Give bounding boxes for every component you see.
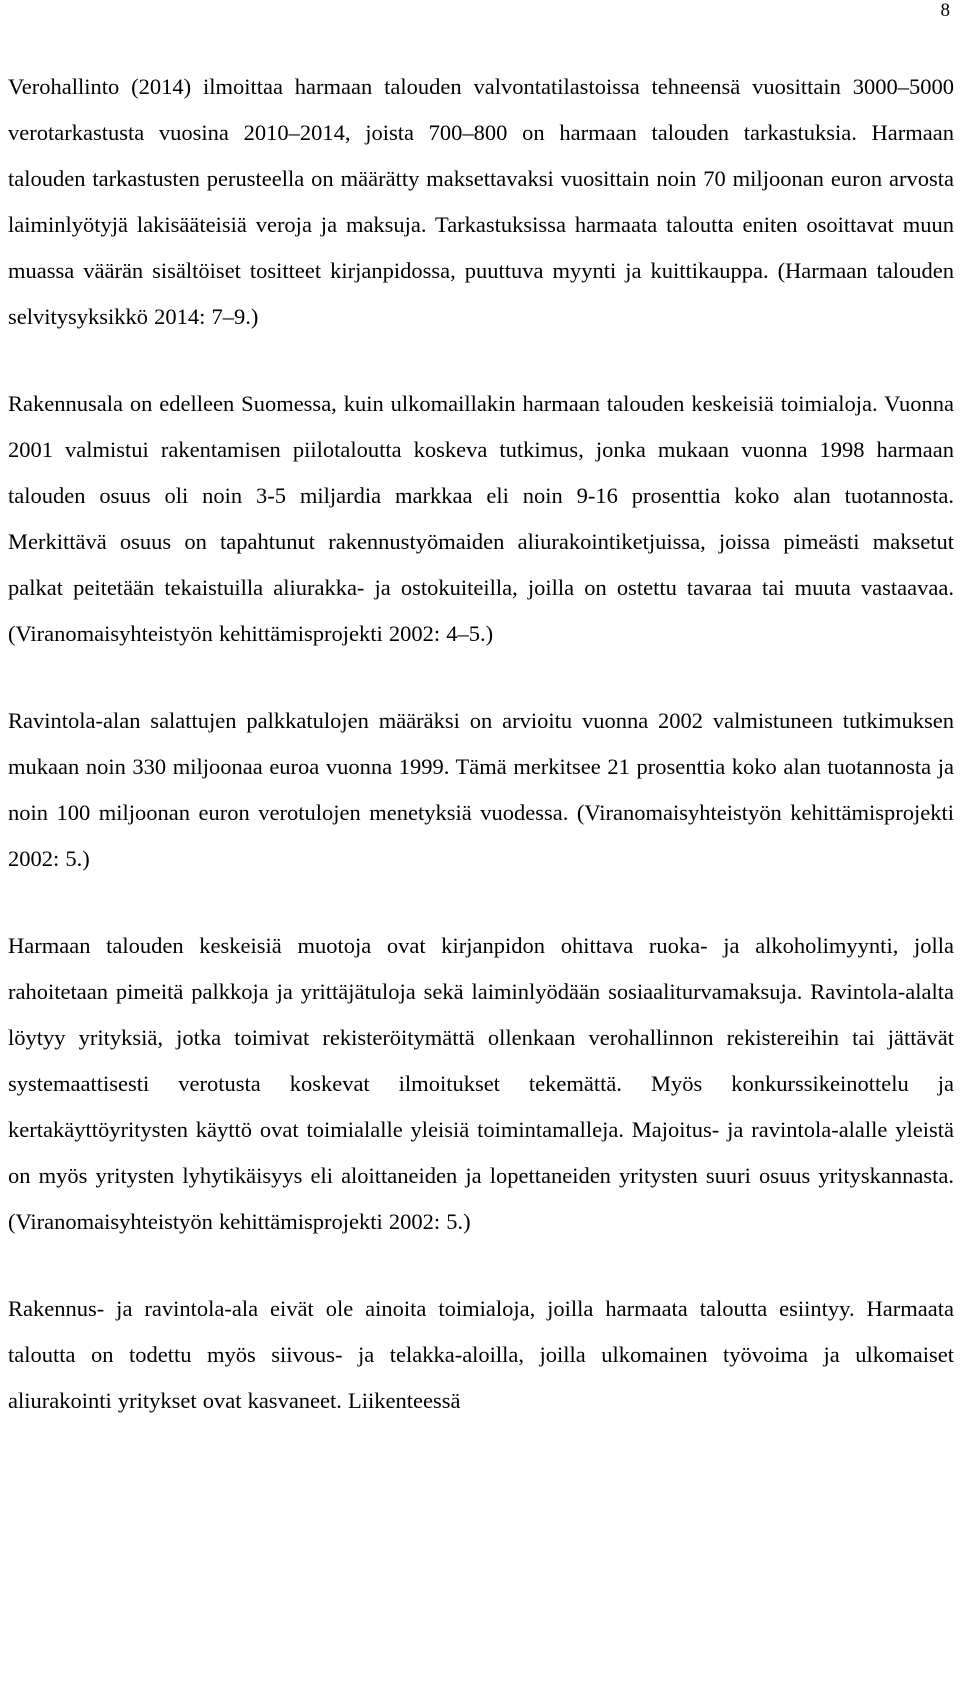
paragraph-1: Verohallinto (2014) ilmoittaa harmaan talouden valvontatilastoissa tehneensä vuosittain 3000–5000 verotarkastusta vuosina 2010–2014, joista 700–800 on harmaan talouden tarkastuksia. Harmaan talouden tarkastusten perusteella on määrätty maksettavaksi vuosittain noin 70 miljoonan euron arvosta laiminlyötyjä lakisääteisiä veroja ja maksuja. Tarkastuksissa harmaata taloutta eniten osoittavat muun muassa väärän sisältöiset tositteet kirjanpidossa, puuttuva myynti ja kuittikauppa. (Harmaan talouden selvitysyksikkö 2014: 7–9.) xyxy=(8,74,954,329)
paragraph-5: Rakennus- ja ravintola-ala eivät ole ainoita toimialoja, joilla harmaata taloutta esiintyy. Harmaata taloutta on todettu myös siivous- ja telakka-aloilla, joilla ulkomainen työvoima ja ulkomaiset aliurakointi yritykset ovat kasvaneet. Liikenteessä xyxy=(8,1296,954,1413)
paragraph-3: Ravintola-alan salattujen palkkatulojen määräksi on arvioitu vuonna 2002 valmistuneen tutkimuksen mukaan noin 330 miljoonaa euroa vuonna 1999. Tämä merkitsee 21 prosenttia koko alan tuotannosta ja noin 100 miljoonan euron verotulojen menetyksiä vuodessa. (Viranomaisyhteistyön kehittämisprojekti 2002: 5.) xyxy=(8,708,954,871)
paragraph-4: Harmaan talouden keskeisiä muotoja ovat kirjanpidon ohittava ruoka- ja alkoholimyynti, jolla rahoitetaan pimeitä palkkoja ja yrittäjätuloja sekä laiminlyödään sosiaaliturvamaksuja. Ravintola-alalta löytyy yrityksiä, jotka toimivat rekisteröitymättä ollenkaan verohallinnon rekistereihin tai jättävät systemaattisesti verotusta koskevat ilmoitukset tekemättä. Myös konkurssikeinottelu ja kertakäyttöyritysten käyttö ovat toimialalle yleisiä toimintamalleja. Majoitus- ja ravintola-alalle yleistä on myös yritysten lyhytikäisyys eli aloittaneiden ja lopettaneiden yritysten suuri osuus yrityskannasta. (Viranomaisyhteistyön kehittämisprojekti 2002: 5.) xyxy=(8,933,954,1234)
document-body xyxy=(8,64,954,1424)
paragraph-2: Rakennusala on edelleen Suomessa, kuin ulkomaillakin harmaan talouden keskeisiä toimialoja. Vuonna 2001 valmistui rakentamisen piilotaloutta koskeva tutkimus, jonka mukaan vuonna 1998 harmaan talouden osuus oli noin 3-5 miljardia markkaa eli noin 9-16 prosenttia koko alan tuotannosta. Merkittävä osuus on tapahtunut rakennustyömaiden aliurakointiketjuissa, joissa pimeästi maksetut palkat peitetään tekaistuilla aliurakka- ja ostokuiteilla, joilla on ostettu tavaraa tai muuta vastaavaa. (Viranomaisyhteistyön kehittämisprojekti 2002: 4–5.) xyxy=(8,391,954,646)
page-number: 8 xyxy=(940,0,950,21)
